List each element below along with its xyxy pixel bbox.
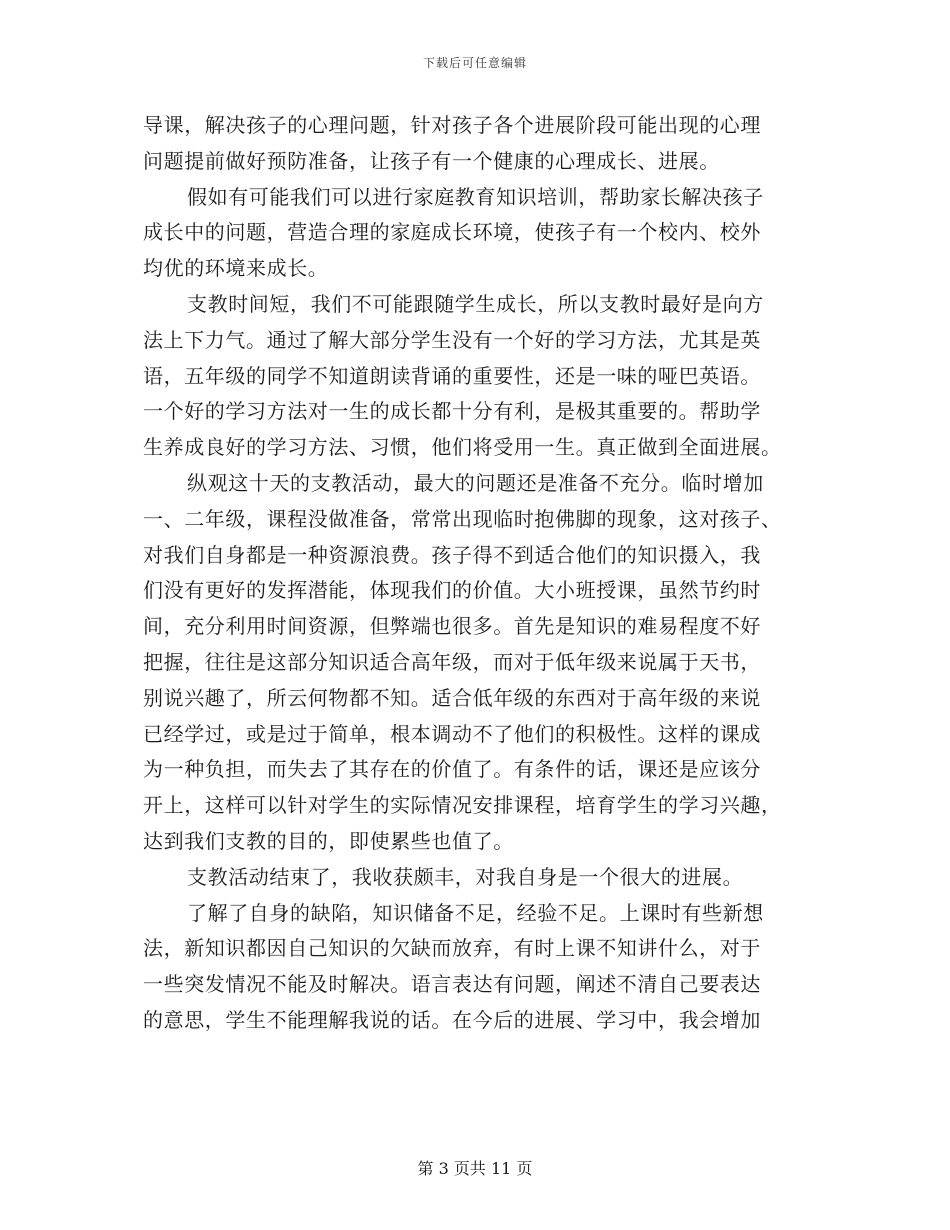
text-line: 成长中的问题，营造合理的家庭成长环境，使孩子有一个校内、校外 (143, 220, 761, 245)
text-line: 把握，往往是这部分知识适合高年级，而对于低年级来说属于天书， (143, 649, 761, 674)
paragraph-start-line: 支教时间短，我们不可能跟随学生成长，所以支教时最好是向方 (187, 291, 764, 316)
text-line: 生养成良好的学习方法、习惯，他们将受用一生。真正做到全面进展。 (143, 435, 782, 460)
text-line: 的意思，学生不能理解我说的话。在今后的进展、学习中，我会增加 (143, 1007, 761, 1032)
text-line: 对我们自身都是一种资源浪费。孩子得不到适合他们的知识摄入，我 (143, 542, 761, 567)
paragraph-start-line: 纵观这十天的支教活动，最大的问题还是准备不充分。临时增加 (187, 470, 764, 495)
text-line: 问题提前做好预防准备，让孩子有一个健康的心理成长、进展。 (143, 148, 720, 173)
page-number: 第 3 页共 11 页 (417, 1159, 533, 1178)
text-line: 一些突发情况不能及时解决。语言表达有问题，阐述不清自己要表达 (143, 972, 761, 997)
text-line: 间，充分利用时间资源，但弊端也很多。首先是知识的难易程度不好 (143, 614, 761, 639)
text-line: 们没有更好的发挥潜能，体现我们的价值。大小班授课，虽然节约时 (143, 578, 761, 603)
text-line: 已经学过，或是过于简单，根本调动不了他们的积极性。这样的课成 (143, 721, 761, 746)
paragraph-start-line: 支教活动结束了，我收获颇丰，对我自身是一个很大的进展。 (187, 864, 744, 889)
text-line: 达到我们支教的目的，即使累些也值了。 (143, 828, 514, 853)
document-body (143, 108, 811, 1039)
page-header: 下载后可任意编辑 (422, 56, 527, 70)
text-line: 法，新知识都因自己知识的欠缺而放弃，有时上课不知讲什么，对于 (143, 936, 761, 961)
text-line: 一、二年级，课程没做准备，常常出现临时抱佛脚的现象，这对孩子、 (143, 506, 782, 531)
text-line: 一个好的学习方法对一生的成长都十分有利，是极其重要的。帮助学 (143, 399, 761, 424)
text-line: 导课，解决孩子的心理问题，针对孩子各个进展阶段可能出现的心理 (143, 113, 761, 137)
text-line: 语，五年级的同学不知道朗读背诵的重要性，还是一味的哑巴英语。 (143, 363, 761, 388)
paragraph-start-line: 假如有可能我们可以进行家庭教育知识培训，帮助家长解决孩子 (187, 184, 764, 209)
text-line: 均优的环境来成长。 (143, 256, 329, 281)
paragraph-start-line: 了解了自身的缺陷，知识储备不足，经验不足。上课时有些新想 (187, 900, 764, 925)
text-line: 别说兴趣了，所云何物都不知。适合低年级的东西对于高年级的来说 (143, 685, 761, 710)
text-line: 为一种负担，而失去了其存在的价值了。有条件的话，课还是应该分 (143, 757, 761, 782)
text-line: 开上，这样可以针对学生的实际情况安排课程，培育学生的学习兴趣， (143, 793, 782, 818)
text-line: 法上下力气。通过了解大部分学生没有一个好的学习方法，尤其是英 (143, 327, 761, 352)
